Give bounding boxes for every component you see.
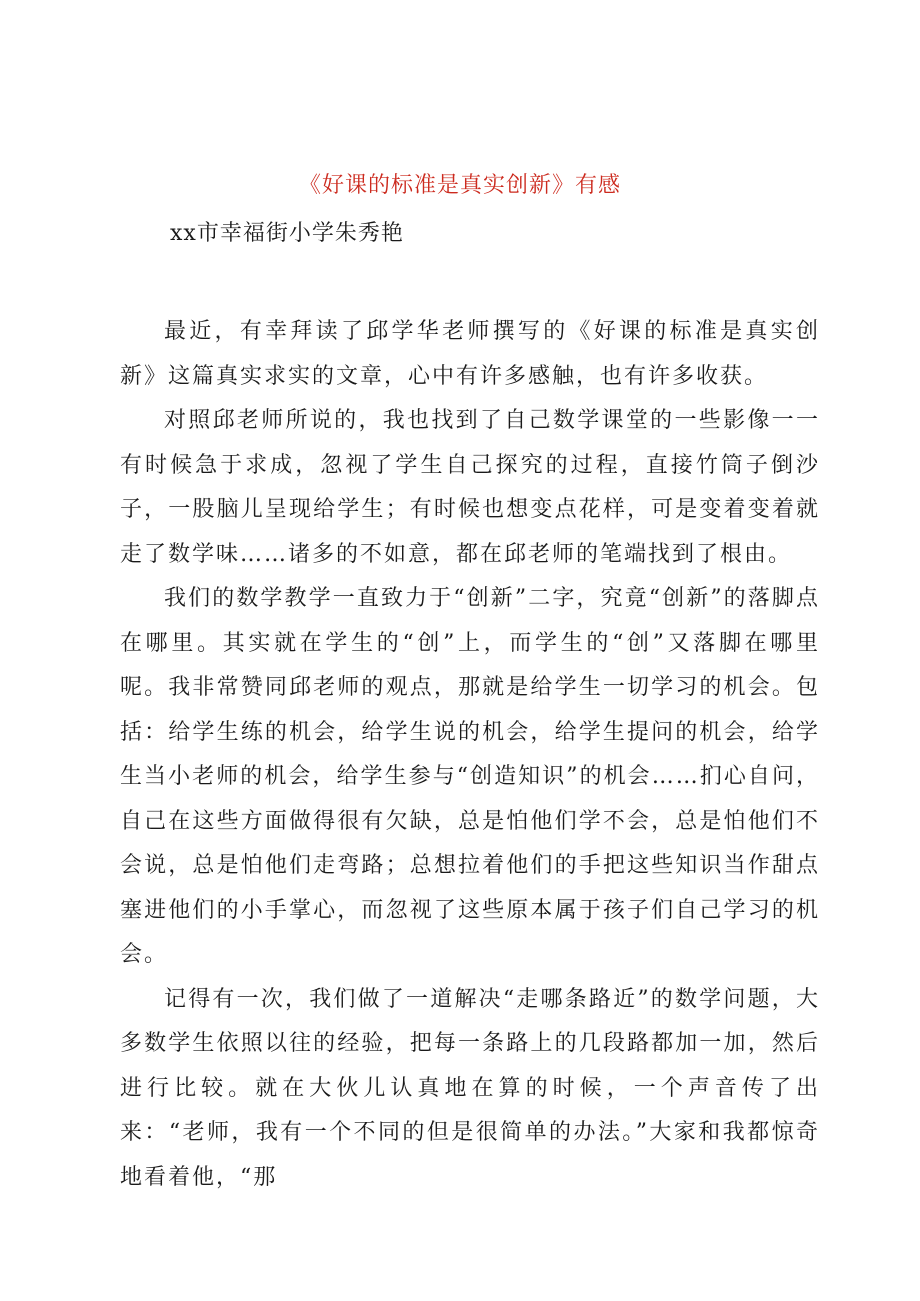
- author-line: xx市幸福街小学朱秀艳: [170, 221, 404, 246]
- paragraph-1: 最近，有幸拜读了邱学华老师撰写的《好课的标准是真实创新》这篇真实求实的文章，心中有许多感触，也有许多收获。: [120, 319, 820, 389]
- paragraph-2: 对照邱老师所说的，我也找到了自己数学课堂的一些影像一一有时候急于求成，忽视了学生自己探究的过程，直接竹筒子倒沙子，一股脑儿呈现给学生；有时候也想变点花样，可是变着变着就走了数学味……诸多的不如意，都在邱老师的笔端找到了根由。: [120, 408, 820, 567]
- document-title: 《好课的标准是真实创新》有感: [298, 173, 621, 198]
- document-body: [120, 310, 820, 1200]
- paragraph-4: 记得有一次，我们做了一道解决“走哪条路近”的数学问题，大多数学生依照以往的经验，把每一条路上的几段路都加一加，然后进行比较。就在大伙儿认真地在算的时候，一个声音传了出来：“老师，我有一个不同的但是很简单的办法。”大家和我都惊奇地看着他，“那: [120, 986, 820, 1190]
- paragraph-3: 我们的数学教学一直致力于“创新”二字，究竟“创新”的落脚点在哪里。其实就在学生的“创”上，而学生的“创”又落脚在哪里呢。我非常赞同邱老师的观点，那就是给学生一切学习的机会。包括：给学生练的机会，给学生说的机会，给学生提问的机会，给学生当小老师的机会，给学生参与“创造知识”的机会……扪心自问，自己在这些方面做得很有欠缺，总是怕他们学不会，总是怕他们不会说，总是怕他们走弯路；总想拉着他们的手把这些知识当作甜点塞进他们的小手掌心，而忽视了这些原本属于孩子们自己学习的机会。: [120, 586, 820, 967]
